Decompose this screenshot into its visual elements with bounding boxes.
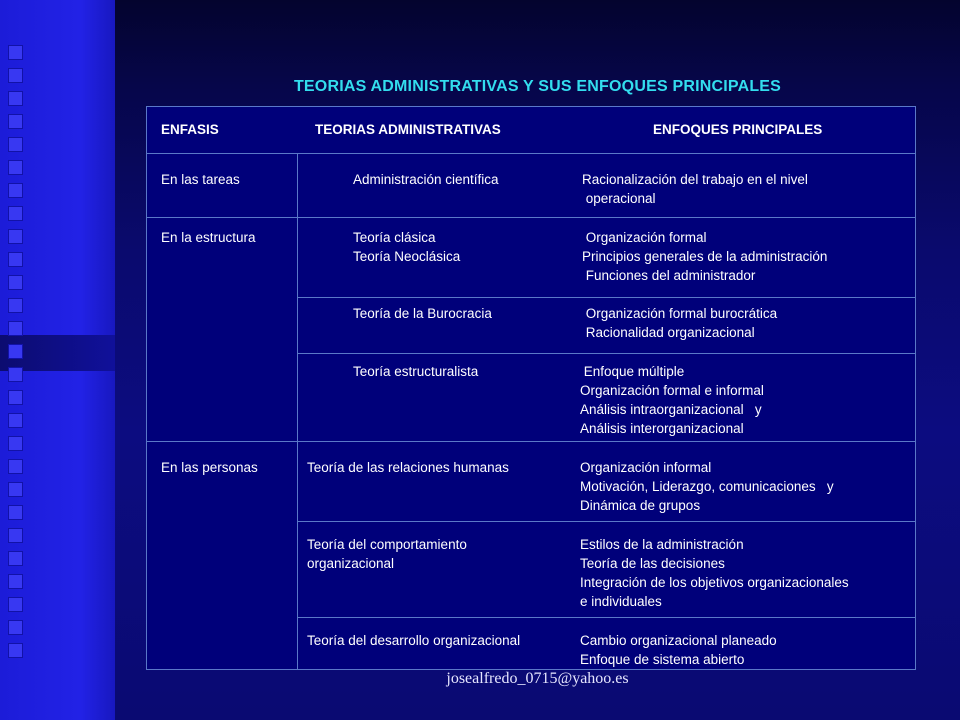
enfasis-personas: En las personas (161, 460, 258, 475)
header-enfoques: ENFOQUES PRINCIPALES (653, 122, 823, 137)
theory-line: Teoría clásica (353, 230, 436, 245)
focus-line: Motivación, Liderazgo, comunicaciones y (580, 479, 834, 494)
theory-cell (307, 458, 509, 477)
focus-line: Organización formal burocrática (582, 306, 778, 321)
focus-line: Análisis interorganizacional (580, 421, 744, 436)
theory-cell (353, 362, 478, 381)
theory-cell (353, 170, 499, 189)
header-teorias: TEORIAS ADMINISTRATIVAS (315, 122, 501, 137)
row-divider (297, 617, 915, 618)
enfasis-estructura: En la estructura (161, 230, 256, 245)
focus-line: Organización informal (580, 460, 712, 475)
focus-line: Racionalización del trabajo en el nivel (582, 172, 808, 187)
focus-cell (582, 304, 777, 342)
focus-line: Organización formal (582, 230, 707, 245)
row-divider (297, 297, 915, 298)
slide-title: TEORIAS ADMINISTRATIVAS Y SUS ENFOQUES PRINCIPALES (293, 78, 782, 95)
theory-cell (353, 304, 492, 323)
focus-cell (580, 362, 764, 438)
enfasis-tareas: En las tareas (161, 172, 240, 187)
focus-line: operacional (582, 191, 656, 206)
theory-line: Teoría de la Burocracia (353, 306, 492, 321)
focus-line: Principios generales de la administración (582, 249, 828, 264)
focus-line: Cambio organizacional planeado (580, 633, 777, 648)
theory-line: Teoría del desarrollo organizacional (307, 633, 521, 648)
focus-cell (580, 631, 777, 669)
focus-line: Dinámica de grupos (580, 498, 701, 513)
focus-line: Enfoque múltiple (580, 364, 685, 379)
theory-line: Teoría estructuralista (353, 364, 479, 379)
theories-table (146, 106, 916, 670)
focus-line: Enfoque de sistema abierto (580, 652, 745, 667)
column-divider (297, 153, 298, 669)
focus-line: Teoría de las decisiones (580, 556, 725, 571)
theory-cell (307, 535, 467, 573)
focus-cell (580, 458, 834, 515)
focus-line: Análisis intraorganizacional y (580, 402, 762, 417)
row-divider (147, 441, 915, 442)
row-divider (297, 521, 915, 522)
focus-line: Racionalidad organizacional (582, 325, 755, 340)
header-enfasis: ENFASIS (161, 122, 219, 137)
theory-line: Teoría de las relaciones humanas (307, 460, 509, 475)
theory-line: organizacional (307, 556, 395, 571)
focus-line: e individuales (580, 594, 662, 609)
row-divider (147, 153, 915, 154)
focus-cell (582, 228, 827, 285)
theory-line: Administración científica (353, 172, 499, 187)
focus-line: Estilos de la administración (580, 537, 744, 552)
theory-cell (353, 228, 460, 266)
theory-cell (307, 631, 520, 650)
focus-line: Funciones del administrador (582, 268, 756, 283)
focus-cell (582, 170, 808, 208)
theory-line: Teoría del comportamiento (307, 537, 467, 552)
decorative-squares (8, 45, 24, 666)
row-divider (297, 353, 915, 354)
focus-cell (580, 535, 849, 611)
focus-line: Organización formal e informal (580, 383, 764, 398)
theory-line: Teoría Neoclásica (353, 249, 461, 264)
focus-line: Integración de los objetivos organizacionales (580, 575, 849, 590)
row-divider (147, 217, 915, 218)
footer-email: josealfredo_0715@yahoo.es (446, 670, 629, 687)
